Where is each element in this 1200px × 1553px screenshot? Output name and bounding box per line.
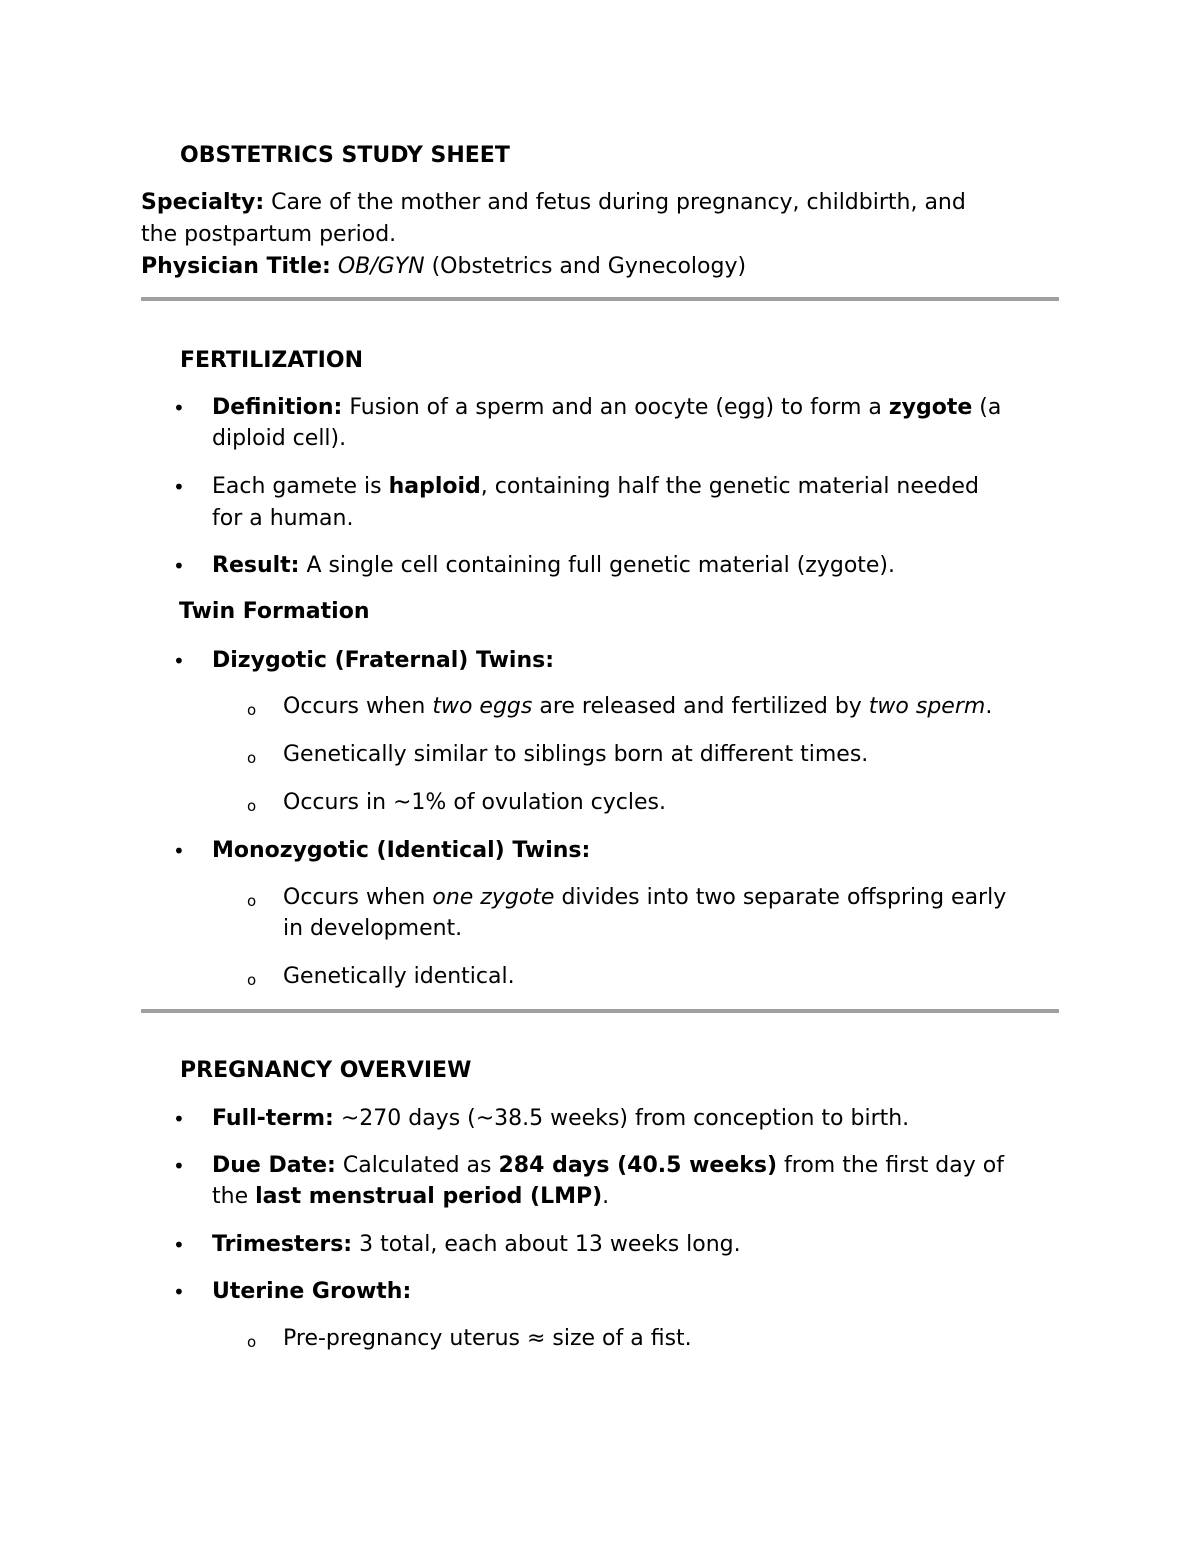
sub-bullet-icon: o bbox=[247, 701, 257, 719]
due-date-line bbox=[212, 1150, 1004, 1182]
bullet-icon: • bbox=[173, 554, 185, 578]
definition-line-2: diploid cell). bbox=[212, 426, 347, 451]
physician-abbrev: OB/GYN bbox=[337, 254, 425, 279]
specialty-line bbox=[141, 187, 966, 219]
result-text: A single cell containing full genetic material (zygote). bbox=[299, 553, 896, 578]
text: Occurs when bbox=[283, 694, 433, 719]
uterine-growth-label: Uterine Growth: bbox=[212, 1279, 412, 1304]
physician-text: (Obstetrics and Gynecology) bbox=[424, 254, 747, 279]
sub-bullet-icon: o bbox=[247, 797, 257, 815]
dizygotic-item-1 bbox=[283, 691, 992, 723]
uterine-growth-item-1: Pre-pregnancy uterus ≈ size of a fist. bbox=[283, 1326, 692, 1351]
pregnancy-heading: PREGNANCY OVERVIEW bbox=[180, 1058, 472, 1083]
lmp-term: last menstrual period (LMP) bbox=[255, 1184, 603, 1209]
monozygotic-label: Monozygotic (Identical) Twins: bbox=[212, 838, 591, 863]
monozygotic-item-1-line-2: in development. bbox=[283, 916, 463, 941]
result-label: Result: bbox=[212, 553, 300, 578]
trimesters-text: 3 total, each about 13 weeks long. bbox=[352, 1232, 741, 1257]
specialty-text: Care of the mother and fetus during pregnancy, childbirth, and bbox=[264, 190, 966, 215]
sub-bullet-icon: o bbox=[247, 892, 257, 910]
bullet-icon: • bbox=[173, 475, 185, 499]
text: Occurs when bbox=[283, 885, 433, 910]
physician-line bbox=[141, 251, 746, 283]
gamete-line-2: for a human. bbox=[212, 506, 354, 531]
gamete-text: Each gamete is bbox=[212, 474, 389, 499]
bullet-icon: • bbox=[173, 1154, 185, 1178]
specialty-line-2: the postpartum period. bbox=[141, 222, 397, 247]
zygote-term: zygote bbox=[888, 395, 973, 420]
section-divider bbox=[141, 1009, 1059, 1013]
section-divider bbox=[141, 297, 1059, 301]
gamete-line bbox=[212, 471, 979, 503]
physician-label: Physician Title: bbox=[141, 254, 331, 279]
text: . bbox=[602, 1184, 610, 1209]
definition-line bbox=[212, 392, 1001, 424]
definition-text: Fusion of a sperm and an oocyte (egg) to form a bbox=[342, 395, 889, 420]
due-date-line-2 bbox=[212, 1181, 609, 1213]
fertilization-heading: FERTILIZATION bbox=[180, 348, 363, 373]
due-date-text: Calculated as bbox=[335, 1153, 499, 1178]
monozygotic-item-2: Genetically identical. bbox=[283, 964, 515, 989]
trimesters-line bbox=[212, 1229, 741, 1261]
full-term-text: ~270 days (~38.5 weeks) from conception to birth. bbox=[333, 1106, 910, 1131]
sub-bullet-icon: o bbox=[247, 1333, 257, 1351]
gamete-text-end: , containing half the genetic material needed bbox=[480, 474, 979, 499]
dizygotic-item-2: Genetically similar to siblings born at different times. bbox=[283, 742, 869, 767]
definition-text-end: (a bbox=[972, 395, 1002, 420]
bullet-icon: • bbox=[173, 1233, 185, 1257]
trimesters-label: Trimesters: bbox=[212, 1232, 353, 1257]
bullet-icon: • bbox=[173, 1280, 185, 1304]
haploid-term: haploid bbox=[388, 474, 481, 499]
document-title: OBSTETRICS STUDY SHEET bbox=[180, 143, 510, 168]
sub-bullet-icon: o bbox=[247, 749, 257, 767]
text: the bbox=[212, 1184, 256, 1209]
due-date-days: 284 days (40.5 weeks) bbox=[498, 1153, 778, 1178]
two-eggs-term: two eggs bbox=[432, 694, 533, 719]
dizygotic-label: Dizygotic (Fraternal) Twins: bbox=[212, 648, 554, 673]
twin-formation-heading: Twin Formation bbox=[179, 599, 370, 624]
text: divides into two separate offspring early bbox=[554, 885, 1007, 910]
bullet-icon: • bbox=[173, 396, 185, 420]
two-sperm-term: two sperm bbox=[868, 694, 986, 719]
definition-label: Definition: bbox=[212, 395, 343, 420]
text: . bbox=[985, 694, 993, 719]
dizygotic-item-3: Occurs in ~1% of ovulation cycles. bbox=[283, 790, 666, 815]
bullet-icon: • bbox=[173, 839, 185, 863]
bullet-icon: • bbox=[173, 649, 185, 673]
due-date-label: Due Date: bbox=[212, 1153, 336, 1178]
specialty-label: Specialty: bbox=[141, 190, 265, 215]
full-term-line bbox=[212, 1103, 909, 1135]
one-zygote-term: one zygote bbox=[432, 885, 555, 910]
monozygotic-item-1 bbox=[283, 882, 1006, 914]
full-term-label: Full-term: bbox=[212, 1106, 334, 1131]
sub-bullet-icon: o bbox=[247, 971, 257, 989]
bullet-icon: • bbox=[173, 1107, 185, 1131]
due-date-text-end: from the first day of bbox=[777, 1153, 1004, 1178]
text: are released and fertilized by bbox=[532, 694, 869, 719]
result-line bbox=[212, 550, 895, 582]
